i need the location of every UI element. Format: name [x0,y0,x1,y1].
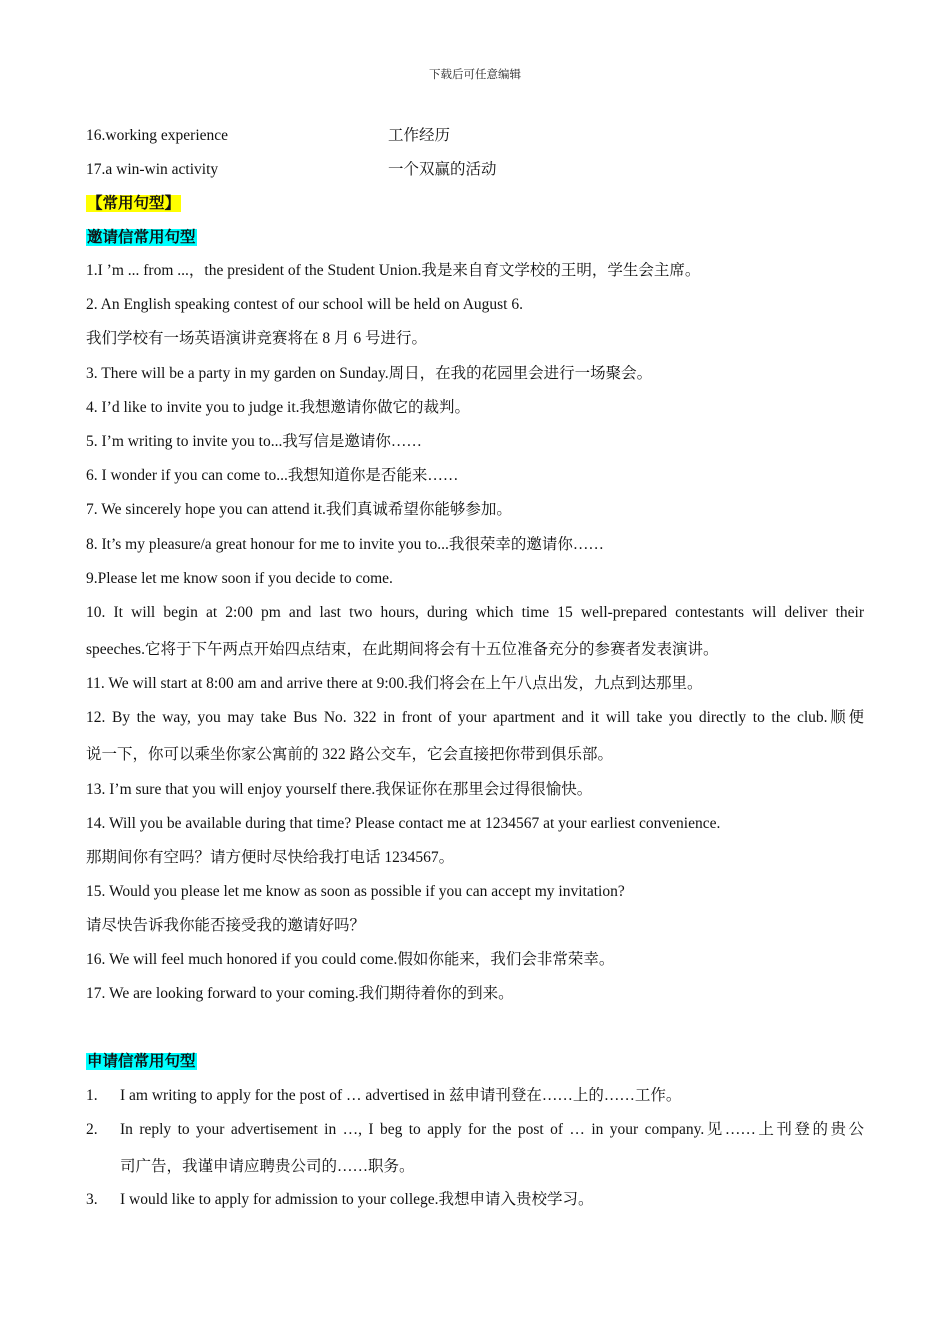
application-title: 申请信常用句型 [87,1053,196,1070]
sentence-line: 1.I ’m ... from ...，the president of the Student Union.我是来自育文学校的王明，学生会主席。 [86,262,701,279]
sentence-line: 15. Would you please let me know as soon as possible if you can accept my invitation? [86,883,625,900]
page-header: 下载后可任意编辑 [429,69,521,81]
vocab-cn: 工作经历 [388,127,451,144]
sentence-line: 12. By the way, you may take Bus No. 322 in front of your apartment and it will take you directly to the club.顺便 [86,709,864,726]
sentence-line: 7. We sincerely hope you can attend it.我们真诚希望你能够参加。 [86,501,512,518]
item-text: I would like to apply for admission to your college.我想申请入贵校学习。 [120,1191,594,1208]
item-text: I am writing to apply for the post of … advertised in 兹申请刊登在……上的……工作。 [120,1087,682,1104]
sentence-line: 5. I’m writing to invite you to...我写信是邀请你…… [86,433,422,450]
sentence-line: 说一下，你可以乘坐你家公寓前的 322 路公交车，它会直接把你带到俱乐部。 [86,746,614,763]
invitation-title: 邀请信常用句型 [87,229,196,246]
sentence-line: 13. I’m sure that you will enjoy yourself there.我保证你在那里会过得很愉快。 [86,781,593,798]
item-number: 3. [86,1191,98,1208]
item-number: 1. [86,1087,98,1104]
sentence-line: 14. Will you be available during that time? Please contact me at 1234567 at your earliest convenience. [86,815,721,832]
vocab-en: 17.a win-win activity [86,161,219,178]
sentence-line: 17. We are looking forward to your coming.我们期待着你的到来。 [86,985,514,1002]
sentence-line: 4. I’d like to invite you to judge it.我想邀请你做它的裁判。 [86,399,471,416]
sentence-line: 6. I wonder if you can come to...我想知道你是否能来…… [86,467,459,484]
section-heading [86,194,181,214]
sentence-line: 8. It’s my pleasure/a great honour for me to invite you to...我很荣幸的邀请你…… [86,536,604,553]
sentence-line: speeches.它将于下午两点开始四点结束，在此期间将会有十五位准备充分的参赛者发表演讲。 [86,641,719,658]
section-common-label: 【常用句型】 [87,195,181,212]
invitation-heading [86,228,197,248]
sentence-line: 2. An English speaking contest of our school will be held on August 6. [86,296,523,313]
item-number: 2. [86,1121,98,1138]
application-heading [86,1052,197,1072]
sentence-line: 9.Please let me know soon if you decide to come. [86,570,393,587]
sentence-line: 11. We will start at 8:00 am and arrive there at 9:00.我们将会在上午八点出发，九点到达那里。 [86,675,703,692]
sentence-line: 那期间你有空吗？请方便时尽快给我打电话 1234567。 [86,849,455,866]
vocab-en: 16.working experience [86,127,229,144]
item-text-continued: 司广告，我谨申请应聘贵公司的……职务。 [120,1158,415,1175]
item-text: In reply to your advertisement in …, I beg to apply for the post of … in your company.见……上刊登的贵公 [120,1121,864,1138]
sentence-line: 请尽快告诉我你能否接受我的邀请好吗？ [86,917,366,934]
sentence-line: 我们学校有一场英语演讲竞赛将在 8 月 6 号进行。 [86,330,428,347]
sentence-line: 16. We will feel much honored if you could come.假如你能来，我们会非常荣幸。 [86,951,615,968]
sentence-line: 3. There will be a party in my garden on Sunday.周日，在我的花园里会进行一场聚会。 [86,365,653,382]
vocab-cn: 一个双赢的活动 [388,161,497,178]
sentence-line: 10. It will begin at 2:00 pm and last two hours, during which time 15 well-prepared contestants will deliver their [86,604,864,621]
